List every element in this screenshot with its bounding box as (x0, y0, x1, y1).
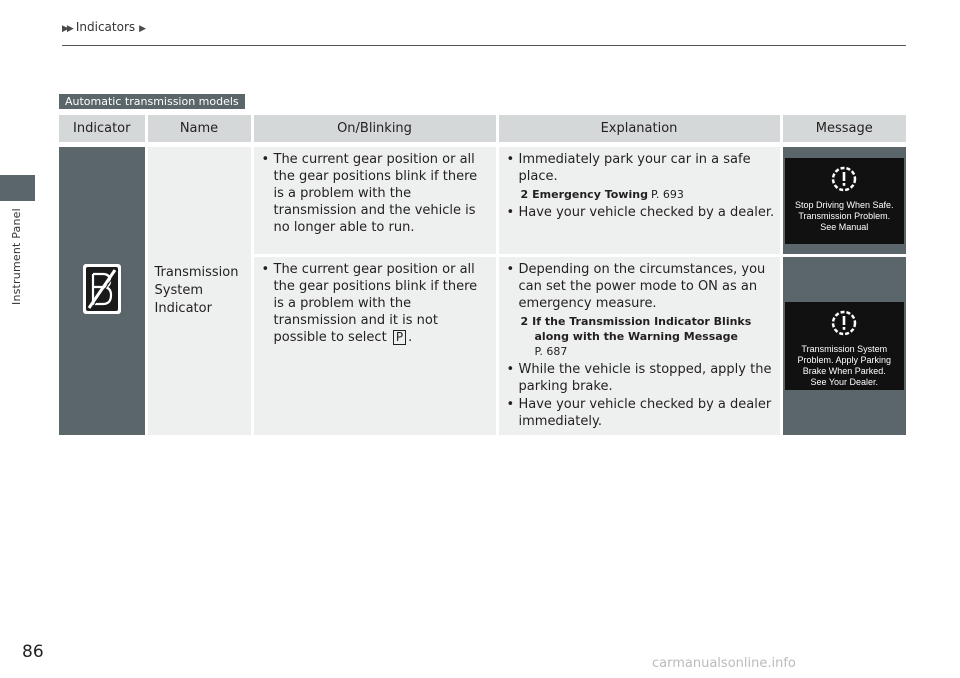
message-line: Brake When Parked. (802, 366, 886, 376)
message-display (785, 158, 904, 244)
transmission-warning-icon (83, 264, 121, 314)
message-line: Transmission Problem. (798, 210, 891, 221)
on-blinking-cell (252, 145, 497, 256)
explanation-cell (497, 256, 781, 436)
cross-reference[interactable]: 2 If the Transmission Indicator Blinks along with the Warning Message P. 687 (520, 315, 752, 358)
table-row (59, 145, 906, 256)
section-tab-marker (0, 175, 35, 201)
col-header-explanation: Explanation (497, 115, 781, 145)
indicator-name-cell (146, 145, 252, 436)
explanation-bullet: • Immediately park your car in a safe place. 2 Emergency Towing P. 693 (505, 151, 776, 202)
message-line: See Manual (820, 221, 869, 232)
breadcrumb-arrow-icon: ▶▶ (62, 24, 72, 34)
breadcrumb-section[interactable]: Indicators (75, 20, 136, 34)
indicator-name-line: System (154, 283, 203, 298)
col-header-message: Message (781, 115, 906, 145)
message-display (785, 302, 904, 390)
reference-arrow-icon: 2 (520, 315, 529, 328)
col-header-on-blinking: On/Blinking (252, 115, 497, 145)
col-header-indicator: Indicator (59, 115, 146, 145)
table-header-row (59, 115, 906, 145)
message-line: Transmission System (801, 344, 888, 354)
message-line: See Your Dealer. (810, 377, 879, 387)
message-cell (781, 256, 906, 436)
on-blinking-text: • The current gear position or all the gear positions blink if there is a problem with the transmission and it is not possible to select P . (260, 261, 492, 346)
on-blinking-text: • The current gear position or all the gear positions blink if there is a problem with the transmission and the vehicle is no longer able to run. (260, 151, 492, 236)
header-divider (62, 45, 906, 46)
message-cell (781, 145, 906, 256)
message-line: Stop Driving When Safe. (794, 199, 894, 210)
reference-arrow-icon: 2 (520, 188, 529, 201)
page-number: 86 (22, 642, 44, 662)
breadcrumb (62, 20, 144, 34)
gear-p-symbol: P (393, 330, 406, 345)
model-tag: Automatic transmission models (59, 94, 245, 109)
message-line: Problem. Apply Parking (797, 355, 892, 365)
explanation-cell (497, 145, 781, 256)
explanation-bullet: • Have your vehicle checked by a dealer. (505, 204, 776, 221)
on-blinking-cell (252, 256, 497, 436)
watermark: carmanualsonline.info (652, 656, 796, 671)
indicator-icon-cell (59, 145, 146, 436)
indicator-name-line: Indicator (154, 301, 212, 316)
explanation-bullet: • While the vehicle is stopped, apply the parking brake. (505, 361, 776, 395)
side-section-label: Instrument Panel (10, 208, 23, 305)
explanation-bullet: • Depending on the circumstances, you can set the power mode to ON as an emergency measure. 2 If the Transmission Indicator Blinks along with the Warning Message P. 687 (505, 261, 776, 359)
warning-gear-icon (829, 308, 859, 338)
cross-reference[interactable]: 2 Emergency Towing P. 693 (520, 188, 684, 201)
indicator-table (59, 115, 906, 435)
indicator-name-line: Transmission (154, 265, 239, 280)
col-header-name: Name (146, 115, 252, 145)
warning-gear-icon (829, 164, 859, 194)
breadcrumb-arrow-icon: ▶ (139, 24, 145, 34)
explanation-bullet: • Have your vehicle checked by a dealer immediately. (505, 396, 776, 430)
